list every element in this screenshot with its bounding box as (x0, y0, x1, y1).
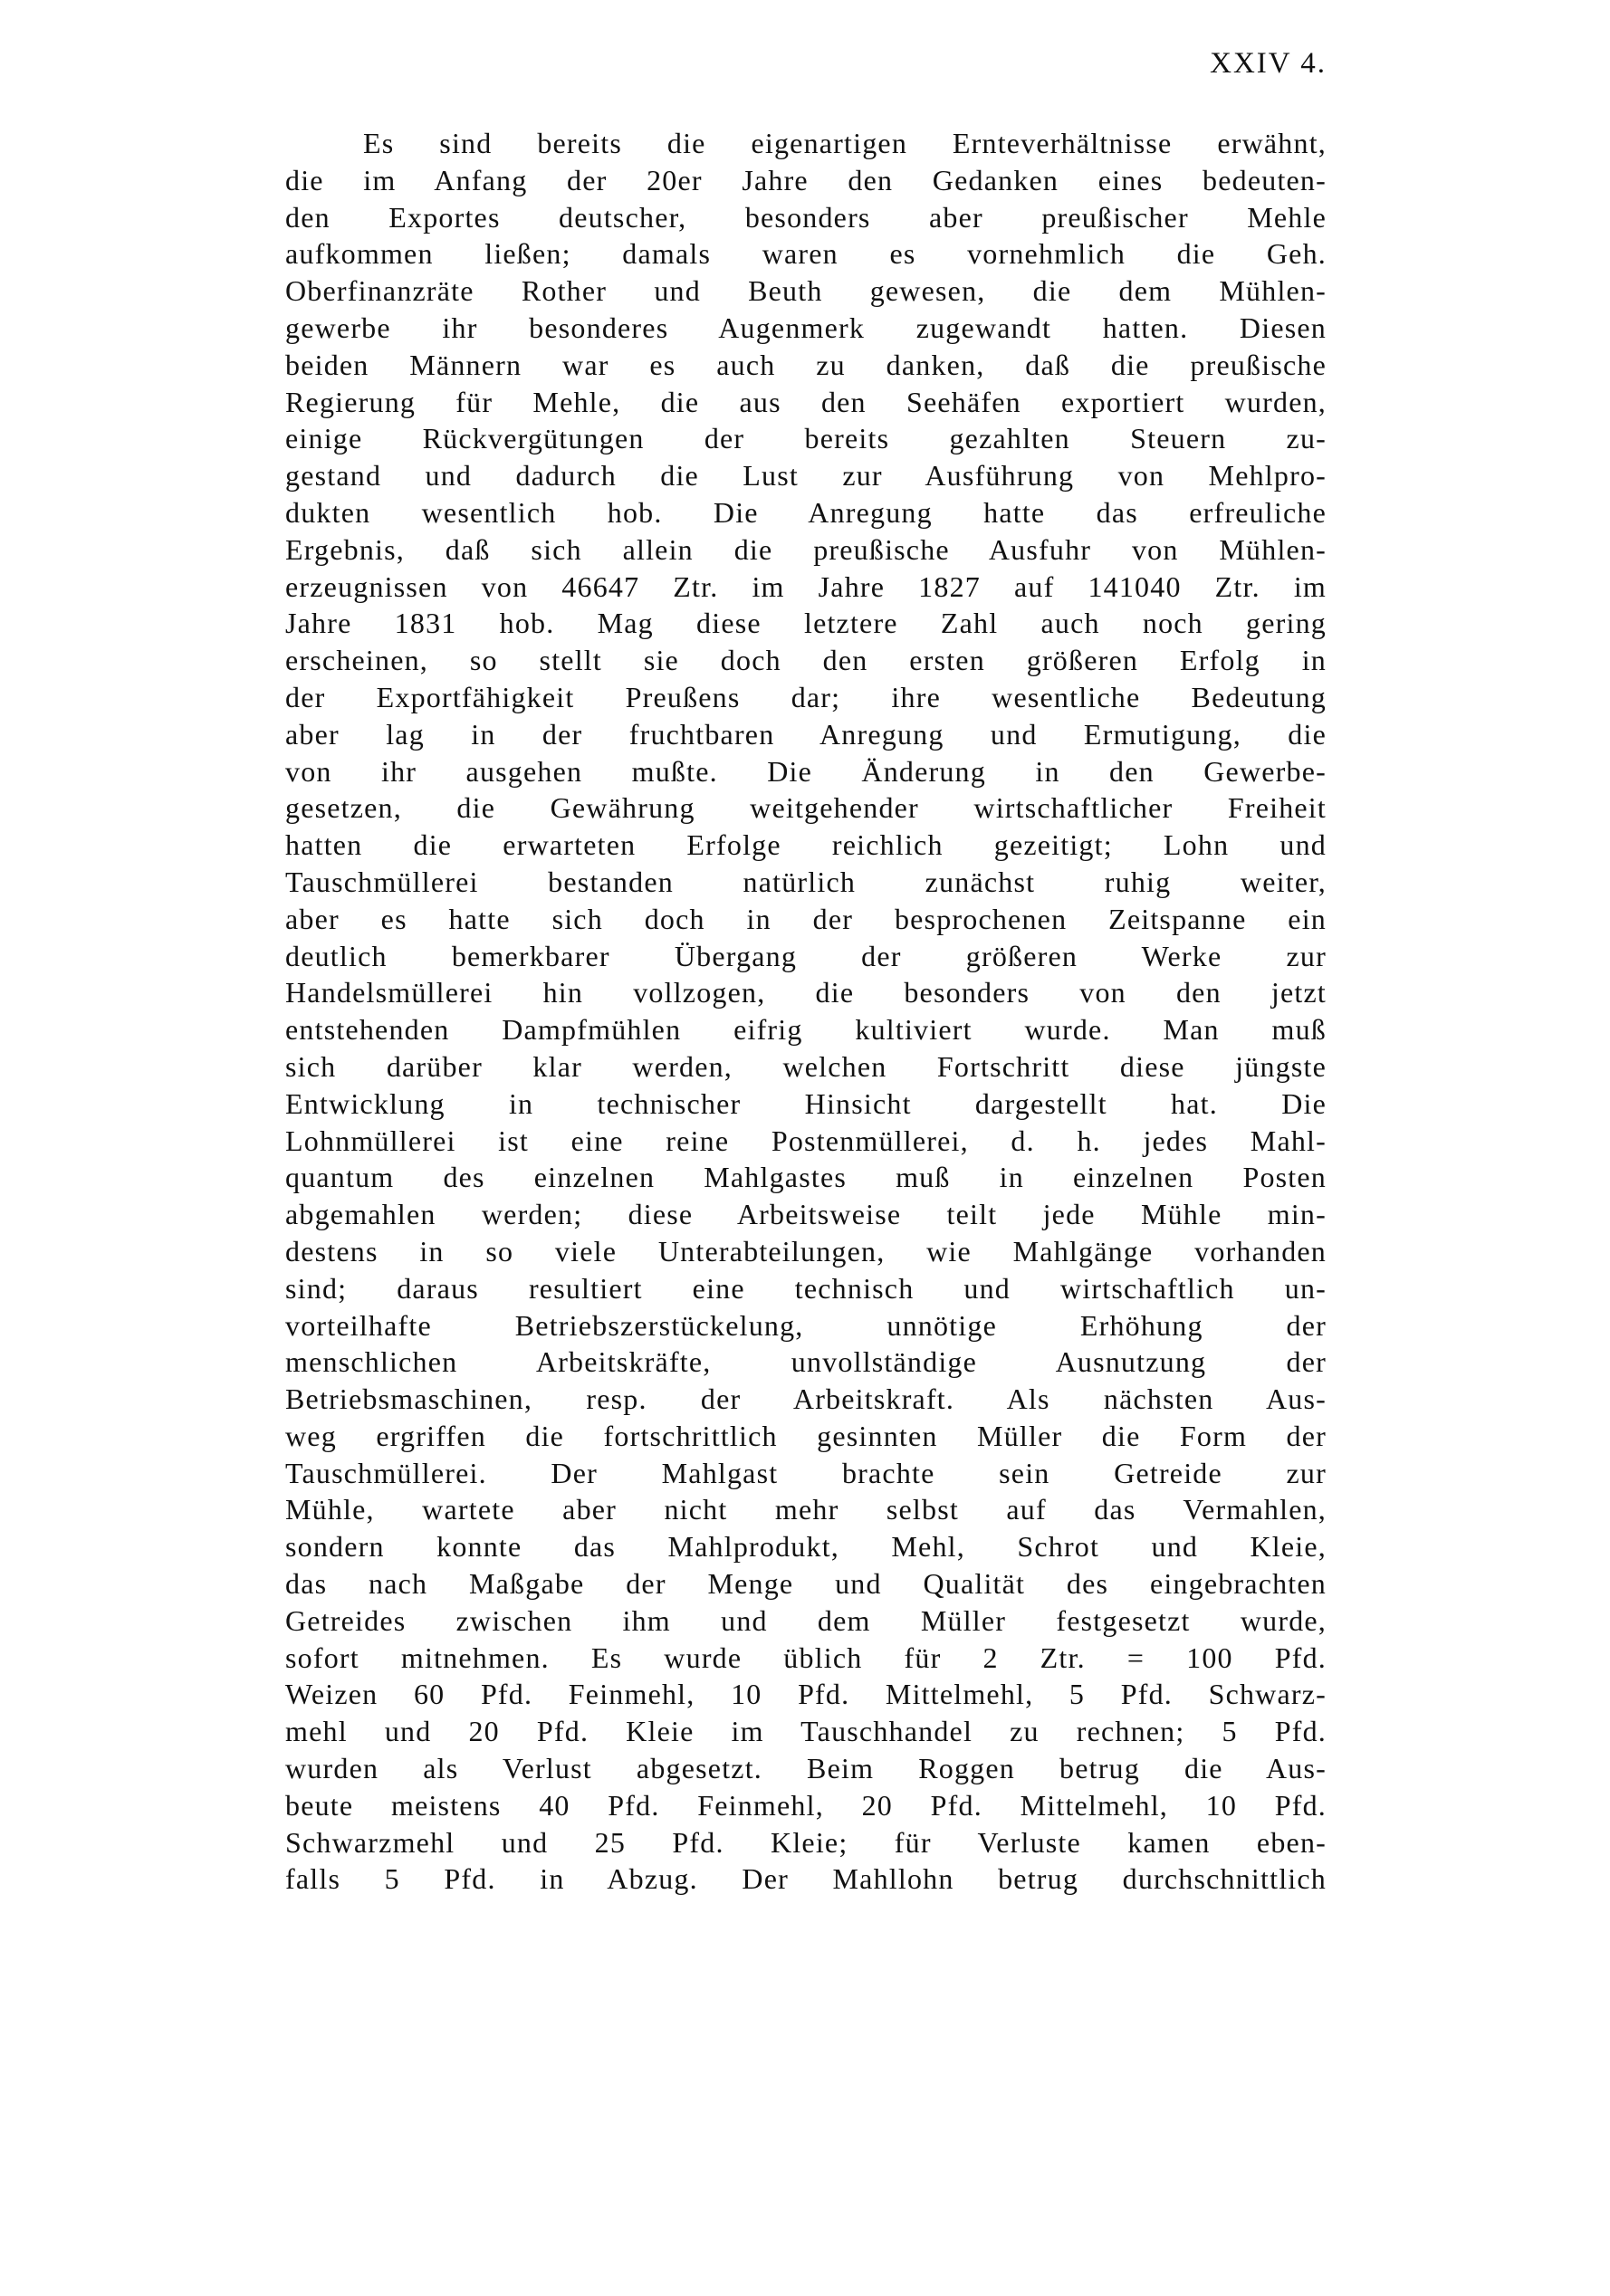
text-line: Ergebnis, daß sich allein die preußische Ausfuhr von Mühlen- (285, 532, 1327, 566)
text-line: Mühle, wartete aber nicht mehr selbst auf das Vermahlen, (285, 1493, 1327, 1526)
text-line: beute meistens 40 Pfd. Feinmehl, 20 Pfd. Mittelmehl, 10 Pfd. (285, 1788, 1327, 1822)
text-line: gestand und dadurch die Lust zur Ausführung von Mehlpro- (285, 459, 1327, 493)
text-line: Lohnmüllerei ist eine reine Postenmüllerei, d. h. jedes Mahl- (285, 1124, 1327, 1157)
text-line: erzeugnissen von 46647 Ztr. im Jahre 1827 auf 141040 Ztr. im (285, 569, 1327, 603)
text-line: einige Rückvergütungen der bereits gezahlten Steuern zu- (285, 422, 1327, 455)
text-line: der Exportfähigkeit Preußens dar; ihre wesentliche Bedeutung (285, 680, 1327, 713)
text-line: quantum des einzelnen Mahlgastes muß in einzelnen Posten (285, 1161, 1327, 1194)
text-line: Betriebsmaschinen, resp. der Arbeitskraft. Als nächsten Aus- (285, 1382, 1327, 1416)
text-line: Oberfinanzräte Rother und Beuth gewesen, die dem Mühlen- (285, 274, 1327, 308)
text-line: sich darüber klar werden, welchen Fortschritt diese jüngste (285, 1049, 1327, 1083)
text-line: mehl und 20 Pfd. Kleie im Tauschhandel zu rechnen; 5 Pfd. (285, 1715, 1327, 1748)
text-line: sind; daraus resultiert eine technisch und wirtschaftlich un- (285, 1271, 1327, 1305)
text-line: sondern konnte das Mahlprodukt, Mehl, Schrot und Kleie, (285, 1530, 1327, 1564)
text-line: destens in so viele Unterabteilungen, wie Mahlgänge vorhanden (285, 1234, 1327, 1268)
text-line: erscheinen, so stellt sie doch den ersten größeren Erfolg in (285, 644, 1327, 677)
text-line: Jahre 1831 hob. Mag diese letztere Zahl auch noch gering (285, 607, 1327, 640)
text-line: Weizen 60 Pfd. Feinmehl, 10 Pfd. Mittelmehl, 5 Pfd. Schwarz- (285, 1678, 1327, 1711)
text-line: beiden Männern war es auch zu danken, daß die preußische (285, 348, 1327, 381)
text-line: Tauschmüllerei. Der Mahlgast brachte sein Getreide zur (285, 1456, 1327, 1489)
text-line: sofort mitnehmen. Es wurde üblich für 2 Ztr. = 100 Pfd. (285, 1641, 1327, 1674)
text-line: Schwarzmehl und 25 Pfd. Kleie; für Verluste kamen eben- (285, 1825, 1327, 1859)
text-line: abgemahlen werden; diese Arbeitsweise teilt jede Mühle min- (285, 1198, 1327, 1231)
text-line: aber lag in der fruchtbaren Anregung und Ermutigung, die (285, 717, 1327, 751)
text-line: den Exportes deutscher, besonders aber preußischer Mehle (285, 200, 1327, 234)
text-line: hatten die erwarteten Erfolge reichlich gezeitigt; Lohn und (285, 828, 1327, 862)
text-line: deutlich bemerkbarer Übergang der größeren Werke zur (285, 939, 1327, 972)
text-line: von ihr ausgehen mußte. Die Änderung in den Gewerbe- (285, 754, 1327, 788)
text-line: die im Anfang der 20er Jahre den Gedanken eines bedeuten- (285, 163, 1327, 196)
page-header-number: XXIV 4. (1210, 47, 1327, 80)
text-line: Handelsmüllerei hin vollzogen, die besonders von den jetzt (285, 976, 1327, 1009)
text-line: aber es hatte sich doch in der besprochenen Zeitspanne ein (285, 902, 1327, 935)
text-line: das nach Maßgabe der Menge und Qualität des eingebrachten (285, 1567, 1327, 1601)
text-line: aufkommen ließen; damals waren es vornehmlich die Geh. (285, 237, 1327, 271)
text-line: Es sind bereits die eigenartigen Ernteverhältnisse erwähnt, (363, 127, 1327, 159)
text-line: Regierung für Mehle, die aus den Seehäfen exportiert wurden, (285, 385, 1327, 418)
text-line: vorteilhafte Betriebszerstückelung, unnötige Erhöhung der (285, 1308, 1327, 1342)
text-line: gesetzen, die Gewährung weitgehender wirtschaftlicher Freiheit (285, 791, 1327, 825)
text-line: Tauschmüllerei bestanden natürlich zunächst ruhig weiter, (285, 865, 1327, 898)
text-line: entstehenden Dampfmühlen eifrig kultiviert wurde. Man muß (285, 1013, 1327, 1047)
body-text (285, 125, 1327, 1898)
text-line: wurden als Verlust abgesetzt. Beim Roggen betrug die Aus- (285, 1752, 1327, 1785)
text-line: menschlichen Arbeitskräfte, unvollständige Ausnutzung der (285, 1345, 1327, 1379)
text-line: weg ergriffen die fortschrittlich gesinnten Müller die Form der (285, 1419, 1327, 1452)
text-line: Getreides zwischen ihm und dem Müller festgesetzt wurde, (285, 1603, 1327, 1637)
text-line: falls 5 Pfd. in Abzug. Der Mahllohn betrug durchschnittlich (285, 1862, 1327, 1896)
text-line: Entwicklung in technischer Hinsicht dargestellt hat. Die (285, 1086, 1327, 1120)
text-line: dukten wesentlich hob. Die Anregung hatte das erfreuliche (285, 495, 1327, 529)
text-line: gewerbe ihr besonderes Augenmerk zugewandt hatten. Diesen (285, 311, 1327, 344)
